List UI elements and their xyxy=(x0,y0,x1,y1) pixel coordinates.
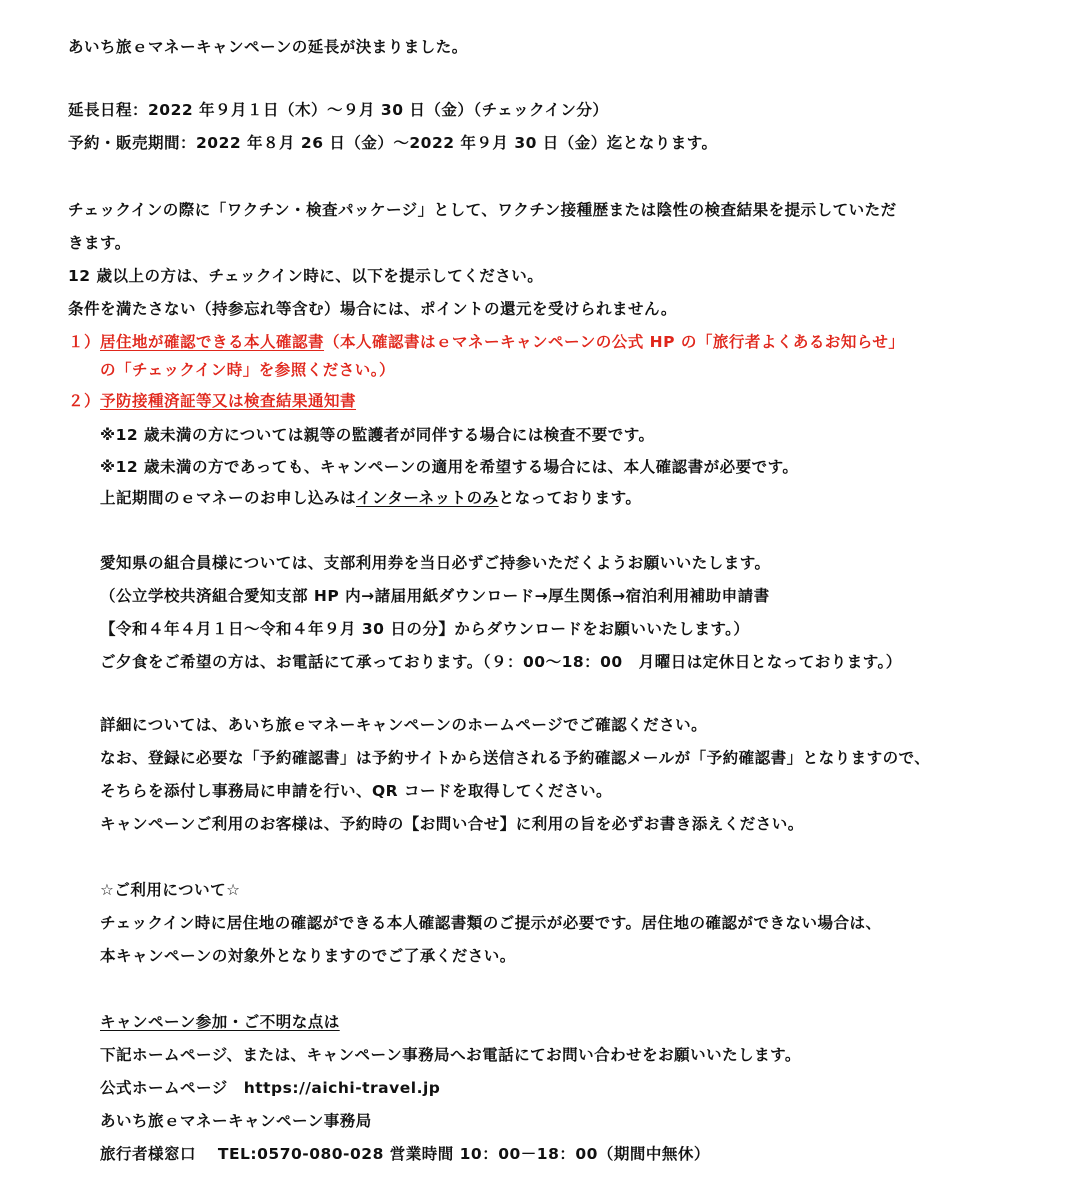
details-text-1: 詳細については、あいち旅ｅマネーキャンペーンのホームページでご確認ください。 xyxy=(100,716,708,734)
online-pre: 上記期間のｅマネーのお申し込みは xyxy=(100,489,357,507)
union-text-1: 愛知県の組合員様については、支部利用券を当日必ずご持参いただくようお願いいたします。 xyxy=(100,554,771,572)
contact-text-1: 下記ホームページ、または、キャンペーン事務局へお電話にてお問い合わせをお願いいたします。 xyxy=(100,1046,801,1064)
item-2-prefix: ２） xyxy=(68,392,101,410)
extension-dates: 延長日程：2022 年９月１日（木）～９月 30 日（金）（チェックイン分） xyxy=(68,101,609,119)
online-post: となっております。 xyxy=(498,489,642,507)
contact-office: あいち旅ｅマネーキャンペーン事務局 xyxy=(100,1112,372,1130)
age-12-text: 12 歳以上の方は、チェックイン時に、以下を提示してください。 xyxy=(68,267,544,285)
contact-homepage: 公式ホームページ https://aichi-travel.jp xyxy=(100,1079,441,1097)
item-1-title: 居住地が確認できる本人確認書 xyxy=(100,333,325,351)
dinner-text: ご夕食をご希望の方は、お電話にて承っております。（９：00～18：00 月曜日は定休日となっております。） xyxy=(100,653,902,671)
online-underlined: インターネットのみ xyxy=(356,489,499,507)
usage-text-1: チェックイン時に居住地の確認ができる本人確認書類のご提示が必要です。居住地の確認ができない場合は、 xyxy=(100,914,882,932)
item-1-prefix: １） xyxy=(68,333,101,351)
sales-period: 予約・販売期間：2022 年８月 26 日（金）～2022 年９月 30 日（金）迄となります。 xyxy=(68,134,718,152)
contact-phone: 旅行者様窓口 TEL:0570-080-028 営業時間 10：00－18：00（期間中無休） xyxy=(100,1145,710,1163)
union-text-2: （公立学校共済組合愛知支部 HP 内→諸届用紙ダウンロード→厚生関係→宿泊利用補助申請書 xyxy=(100,587,770,605)
requirement-item-1 xyxy=(68,331,904,353)
conditions-text: 条件を満たさない（持参忘れ等含む）場合には、ポイントの還元を受けられません。 xyxy=(68,300,677,318)
details-text-2: なお、登録に必要な「予約確認書」は予約サイトから送信される予約確認メールが「予約確認書」となりますので、 xyxy=(100,749,931,767)
vaccine-text-1: チェックインの際に「ワクチン・検査パッケージ」として、ワクチン接種歴または陰性の検査結果を提示していただ xyxy=(68,201,897,219)
contact-heading: キャンペーン参加・ご不明な点は xyxy=(100,1013,340,1031)
vaccine-text-2: きます。 xyxy=(68,234,131,252)
item-1-text-2: の「チェックイン時」を参照ください。） xyxy=(100,361,396,379)
note-1: ※12 歳未満の方については親等の監護者が同伴する場合には検査不要です。 xyxy=(100,426,655,444)
requirement-item-2 xyxy=(68,390,356,412)
intro-text: あいち旅ｅマネーキャンペーンの延長が決まりました。 xyxy=(68,38,468,56)
note-2: ※12 歳未満の方であっても、キャンペーンの適用を希望する場合には、本人確認書が必要です。 xyxy=(100,458,799,476)
usage-heading: ☆ご利用について☆ xyxy=(100,881,241,899)
details-text-4: キャンペーンご利用のお客様は、予約時の【お問い合せ】に利用の旨を必ずお書き添えください。 xyxy=(100,815,804,833)
item-2-title: 予防接種済証等又は検査結果通知書 xyxy=(100,392,357,410)
online-note xyxy=(100,487,641,509)
details-text-3: そちらを添付し事務局に申請を行い、QR コードを取得してください。 xyxy=(100,782,613,800)
usage-text-2: 本キャンペーンの対象外となりますのでご了承ください。 xyxy=(100,947,516,965)
item-1-text: （本人確認書はｅマネーキャンペーンの公式 HP の「旅行者よくあるお知らせ」 xyxy=(324,333,905,351)
union-text-3: 【令和４年４月１日～令和４年９月 30 日の分】からダウンロードをお願いいたします。） xyxy=(100,620,750,638)
